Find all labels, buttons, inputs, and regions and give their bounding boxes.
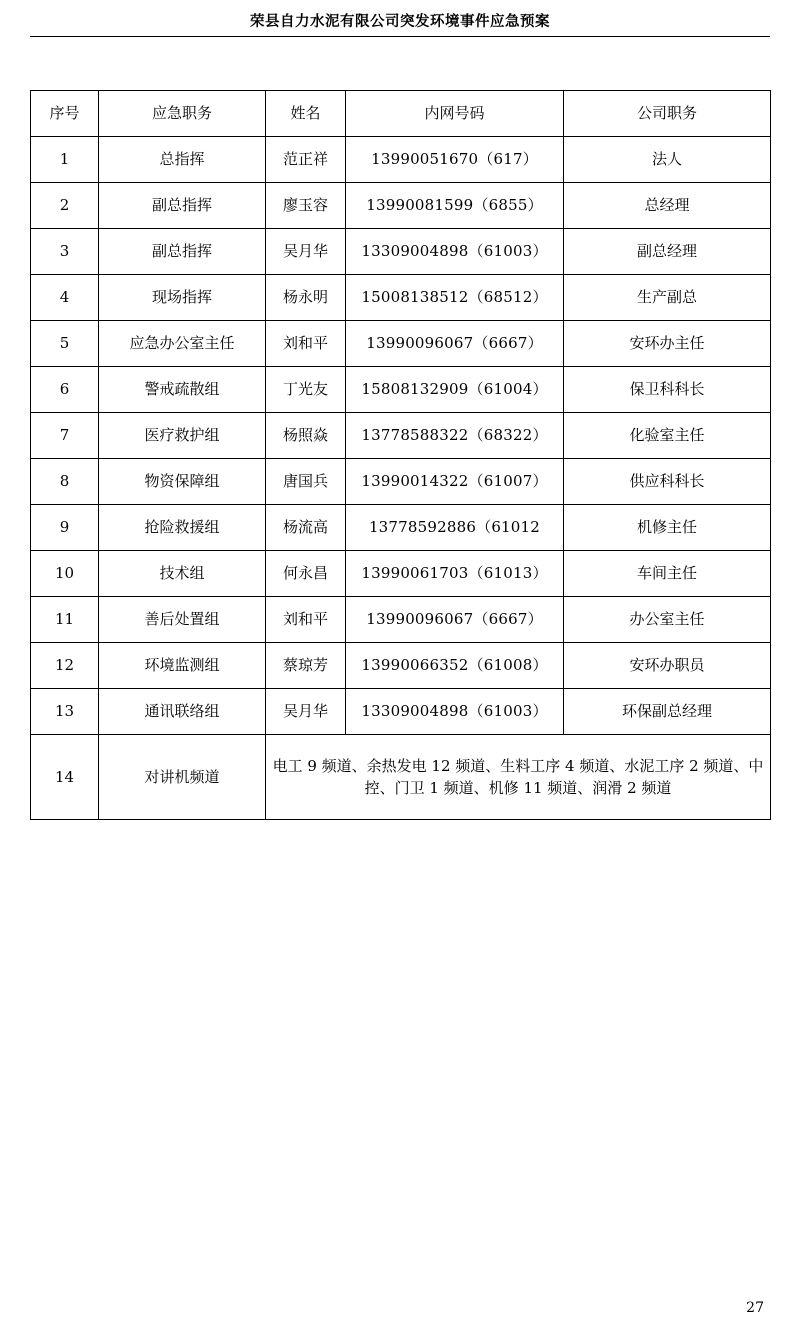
cell-no: 3 (31, 229, 99, 275)
table-row-radio-channels (31, 735, 771, 820)
page-number: 27 (746, 1300, 764, 1316)
cell-no: 13 (31, 689, 99, 735)
cell-duty: 对讲机频道 (99, 735, 266, 820)
cell-name: 蔡琼芳 (266, 643, 346, 689)
cell-phone: 13990081599（6855） (346, 183, 564, 229)
cell-name: 廖玉容 (266, 183, 346, 229)
cell-duty: 应急办公室主任 (99, 321, 266, 367)
cell-radio-channel-list: 电工 9 频道、余热发电 12 频道、生料工序 4 频道、水泥工序 2 频道、中控、门卫 1 频道、机修 11 频道、润滑 2 频道 (266, 735, 771, 820)
table-row (31, 183, 771, 229)
cell-duty: 通讯联络组 (99, 689, 266, 735)
cell-name: 何永昌 (266, 551, 346, 597)
cell-phone: 15808132909（61004） (346, 367, 564, 413)
cell-position: 安环办主任 (564, 321, 771, 367)
table-row (31, 367, 771, 413)
cell-duty: 物资保障组 (99, 459, 266, 505)
cell-name: 丁光友 (266, 367, 346, 413)
cell-position: 办公室主任 (564, 597, 771, 643)
cell-position: 生产副总 (564, 275, 771, 321)
table-row (31, 551, 771, 597)
cell-no: 11 (31, 597, 99, 643)
cell-phone: 13778588322（68322） (346, 413, 564, 459)
cell-duty: 警戒疏散组 (99, 367, 266, 413)
table-row (31, 505, 771, 551)
header-divider (30, 36, 770, 37)
cell-no: 14 (31, 735, 99, 820)
table-row (31, 597, 771, 643)
cell-phone: 13990096067（6667） (346, 597, 564, 643)
cell-no: 8 (31, 459, 99, 505)
cell-no: 7 (31, 413, 99, 459)
cell-position: 车间主任 (564, 551, 771, 597)
cell-phone: 13990096067（6667） (346, 321, 564, 367)
cell-no: 10 (31, 551, 99, 597)
column-header-phone: 内网号码 (346, 91, 564, 137)
cell-phone: 13990014322（61007） (346, 459, 564, 505)
cell-position: 化验室主任 (564, 413, 771, 459)
table-row (31, 229, 771, 275)
column-header-duty: 应急职务 (99, 91, 266, 137)
cell-position: 法人 (564, 137, 771, 183)
cell-phone: 13990051670（617） (346, 137, 564, 183)
cell-position: 安环办职员 (564, 643, 771, 689)
table-row (31, 413, 771, 459)
cell-name: 刘和平 (266, 597, 346, 643)
page-header: 荣县自力水泥有限公司突发环境事件应急预案 (250, 14, 550, 30)
table-row (31, 321, 771, 367)
cell-phone: 13309004898（61003） (346, 229, 564, 275)
cell-duty: 善后处置组 (99, 597, 266, 643)
cell-phone: 13990066352（61008） (346, 643, 564, 689)
cell-phone: 15008138512（68512） (346, 275, 564, 321)
cell-duty: 环境监测组 (99, 643, 266, 689)
cell-duty: 技术组 (99, 551, 266, 597)
cell-name: 杨流高 (266, 505, 346, 551)
cell-duty: 总指挥 (99, 137, 266, 183)
cell-no: 12 (31, 643, 99, 689)
cell-duty: 副总指挥 (99, 229, 266, 275)
table-row (31, 459, 771, 505)
cell-duty: 医疗救护组 (99, 413, 266, 459)
cell-position: 机修主任 (564, 505, 771, 551)
cell-phone: 13990061703（61013） (346, 551, 564, 597)
table-header-row (31, 91, 771, 137)
cell-name: 杨照焱 (266, 413, 346, 459)
cell-position: 总经理 (564, 183, 771, 229)
column-header-no: 序号 (31, 91, 99, 137)
emergency-contacts-table (30, 90, 771, 820)
cell-position: 保卫科科长 (564, 367, 771, 413)
table-row (31, 643, 771, 689)
cell-phone: 13309004898（61003） (346, 689, 564, 735)
cell-position: 供应科科长 (564, 459, 771, 505)
column-header-name: 姓名 (266, 91, 346, 137)
table-row (31, 689, 771, 735)
cell-no: 6 (31, 367, 99, 413)
cell-phone: 13778592886（61012 (346, 505, 564, 551)
cell-position: 副总经理 (564, 229, 771, 275)
cell-name: 杨永明 (266, 275, 346, 321)
cell-no: 4 (31, 275, 99, 321)
table-row (31, 275, 771, 321)
column-header-position: 公司职务 (564, 91, 771, 137)
cell-name: 唐国兵 (266, 459, 346, 505)
emergency-contacts-table-wrapper (30, 90, 770, 820)
cell-no: 5 (31, 321, 99, 367)
table-row (31, 137, 771, 183)
cell-no: 9 (31, 505, 99, 551)
cell-no: 2 (31, 183, 99, 229)
cell-duty: 抢险救援组 (99, 505, 266, 551)
cell-duty: 现场指挥 (99, 275, 266, 321)
cell-name: 吴月华 (266, 229, 346, 275)
cell-duty: 副总指挥 (99, 183, 266, 229)
cell-name: 吴月华 (266, 689, 346, 735)
cell-no: 1 (31, 137, 99, 183)
cell-name: 刘和平 (266, 321, 346, 367)
cell-position: 环保副总经理 (564, 689, 771, 735)
cell-name: 范正祥 (266, 137, 346, 183)
